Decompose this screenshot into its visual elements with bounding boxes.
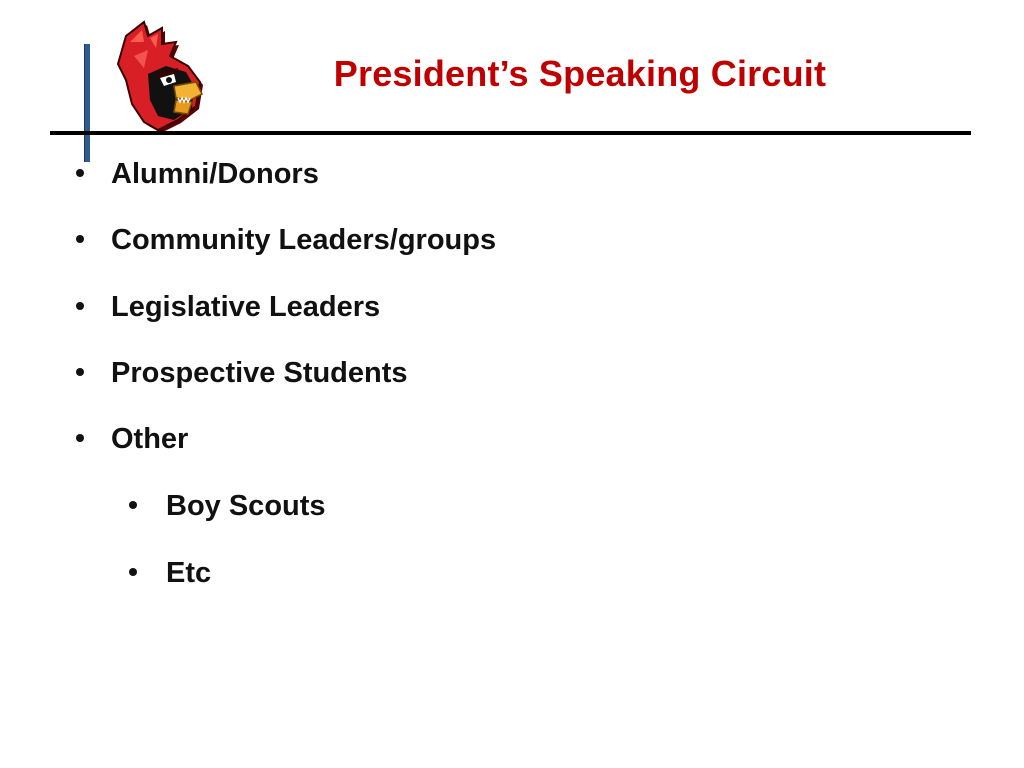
list-item-label: Other <box>111 423 189 455</box>
sub-list-item <box>129 555 211 591</box>
bullet-icon <box>76 368 84 376</box>
list-item-label: Prospective Students <box>111 357 408 389</box>
list-item-label: Boy Scouts <box>166 490 326 522</box>
list-item-label: Alumni/Donors <box>111 158 319 190</box>
list-item <box>76 421 188 457</box>
list-item <box>76 355 408 391</box>
list-item-label: Etc <box>166 557 212 589</box>
list-item-label: Legislative Leaders <box>111 291 381 323</box>
list-item <box>76 289 380 325</box>
list-item-label: Community Leaders/groups <box>111 224 497 256</box>
bullet-icon <box>129 501 137 509</box>
bullet-icon <box>129 568 137 576</box>
bullet-icon <box>76 235 84 243</box>
list-item <box>76 156 319 192</box>
sub-list-item <box>129 488 326 524</box>
bullet-icon <box>76 434 84 442</box>
list-item <box>76 222 496 258</box>
bullet-icon <box>76 169 84 177</box>
bullet-icon <box>76 302 84 310</box>
slide-title: President’s Speaking Circuit <box>333 53 827 94</box>
